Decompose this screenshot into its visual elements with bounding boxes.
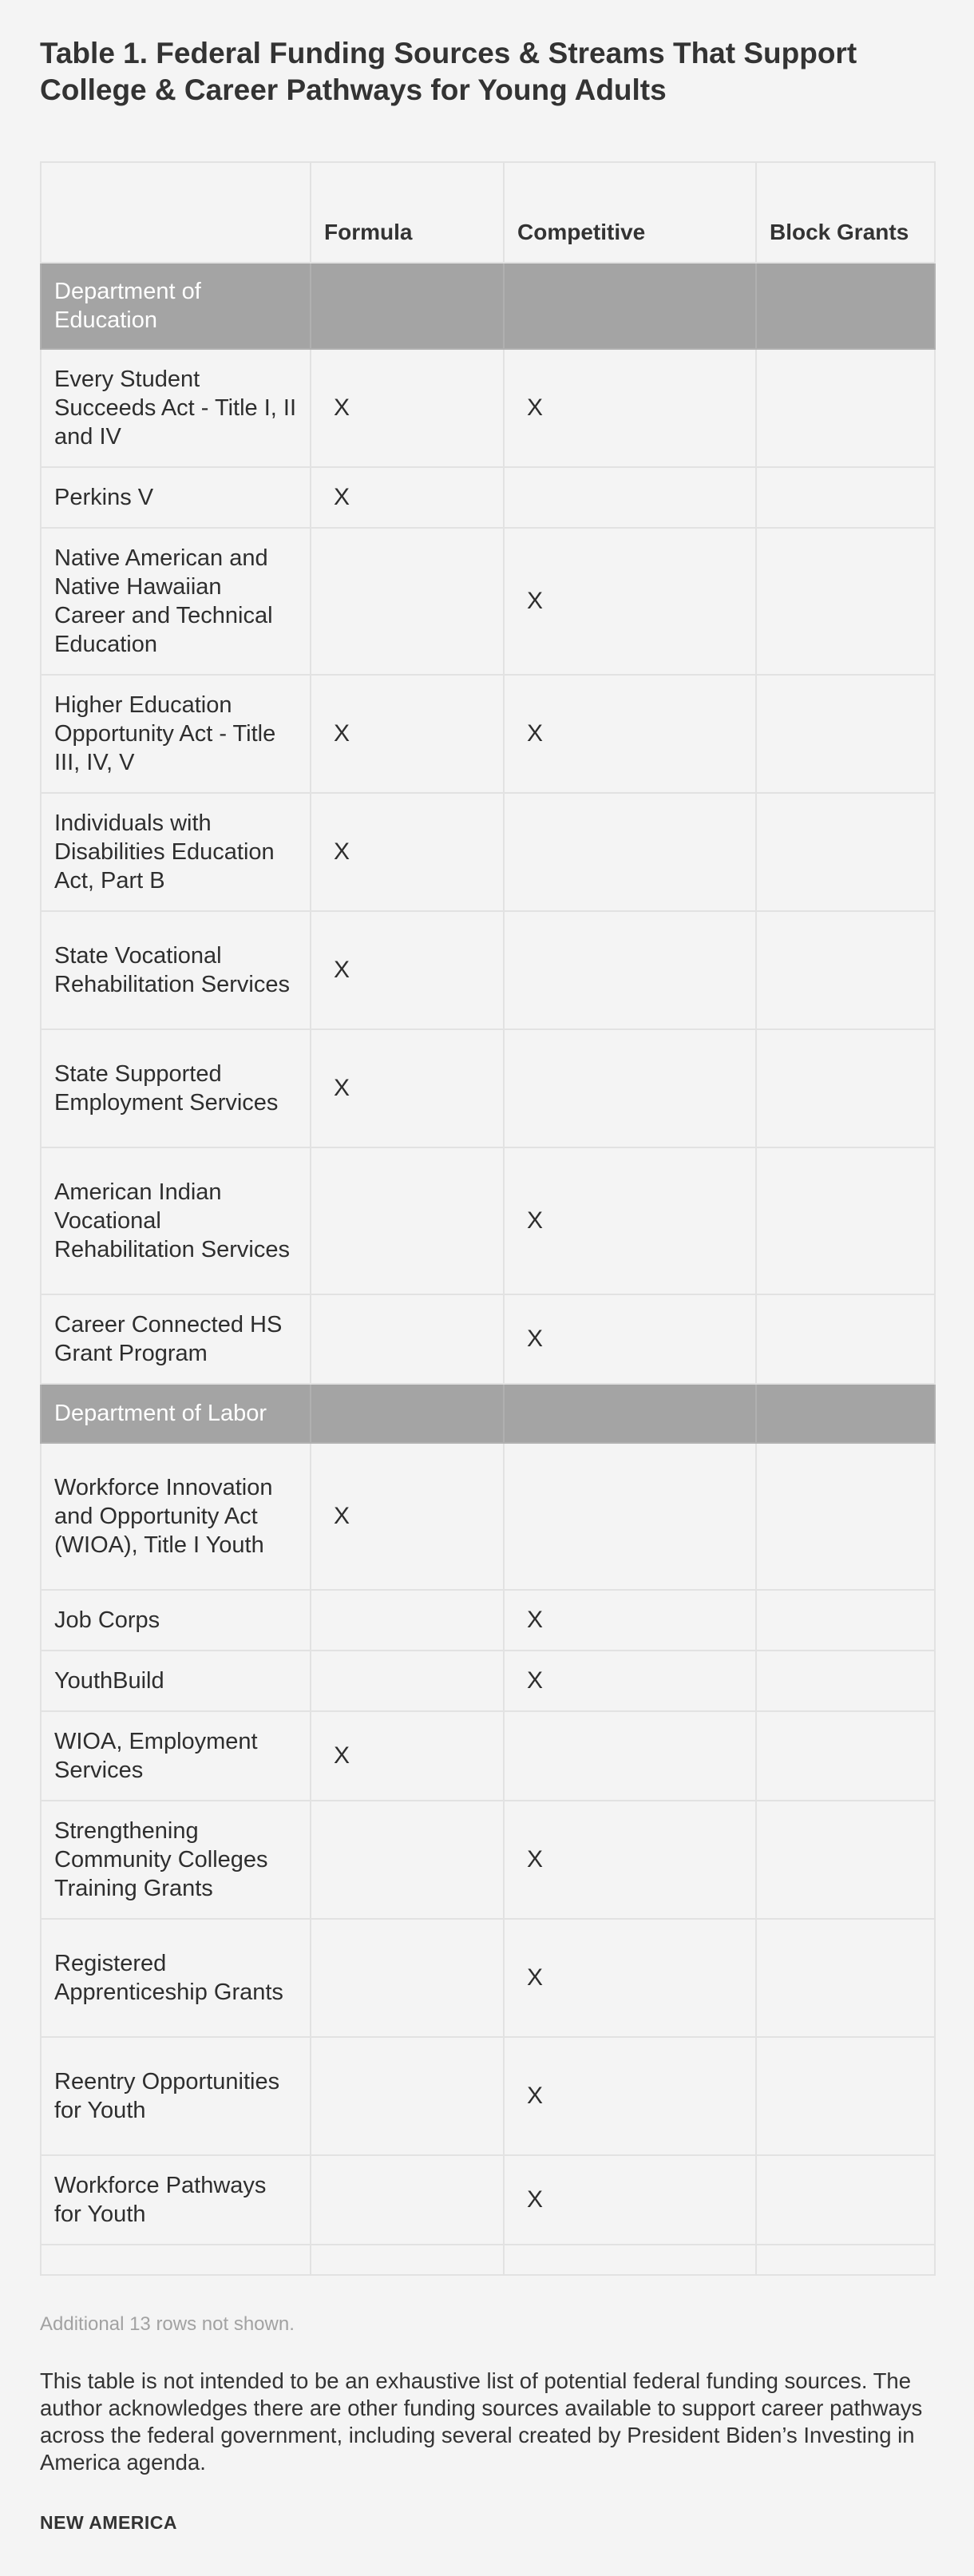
program-name: Native American and Native Hawaiian Career and Technical Education: [41, 528, 311, 675]
competitive-mark: [504, 1029, 756, 1147]
block-grant-mark: [756, 1711, 935, 1801]
program-name: Every Student Succeeds Act - Title I, II and IV: [41, 349, 311, 467]
formula-mark: X: [311, 793, 504, 911]
table-header-row: [41, 162, 935, 263]
table-row: [41, 1147, 935, 1294]
program-name: Higher Education Opportunity Act - Title III, IV, V: [41, 675, 311, 793]
competitive-mark: X: [504, 1294, 756, 1384]
competitive-mark: [504, 1443, 756, 1590]
block-grant-mark: [756, 793, 935, 911]
block-grant-mark: [756, 675, 935, 793]
program-name: American Indian Vocational Rehabilitation Services: [41, 1147, 311, 1294]
table-row: [41, 2155, 935, 2245]
formula-mark: X: [311, 911, 504, 1029]
competitive-mark: [504, 467, 756, 528]
competitive-mark: X: [504, 528, 756, 675]
funding-table: [40, 161, 936, 2276]
table-row: [41, 1801, 935, 1919]
formula-mark: [311, 1651, 504, 1711]
formula-mark: X: [311, 467, 504, 528]
formula-mark: [311, 528, 504, 675]
block-grant-mark: [756, 1919, 935, 2037]
competitive-mark: X: [504, 349, 756, 467]
formula-mark: [311, 1590, 504, 1651]
program-name: Individuals with Disabilities Education Act, Part B: [41, 793, 311, 911]
table-row-empty: [41, 2245, 935, 2275]
table-row: [41, 528, 935, 675]
table-row: [41, 911, 935, 1029]
program-name: Workforce Pathways for Youth: [41, 2155, 311, 2245]
header-formula: Formula: [311, 162, 504, 263]
brand-logo-text: NEW AMERICA: [40, 2512, 178, 2533]
table-title: Table 1. Federal Funding Sources & Streams That Support College & Career Pathways for Young Adults: [40, 37, 857, 106]
section-row: [41, 1384, 935, 1443]
competitive-mark: X: [504, 2155, 756, 2245]
table-row: [41, 793, 935, 911]
header-program: [41, 162, 311, 263]
rows-not-shown-note: Additional 13 rows not shown.: [40, 2313, 295, 2335]
block-grant-mark: [756, 528, 935, 675]
header-competitive: Competitive: [504, 162, 756, 263]
header-block-grants: Block Grants: [756, 162, 935, 263]
competitive-mark: X: [504, 1801, 756, 1919]
competitive-mark: [504, 911, 756, 1029]
table-row: [41, 349, 935, 467]
program-name: Workforce Innovation and Opportunity Act (WIOA), Title I Youth: [41, 1443, 311, 1590]
formula-mark: [311, 2037, 504, 2155]
section-title: Department of Labor: [41, 1384, 311, 1443]
table-row: [41, 1443, 935, 1590]
block-grant-mark: [756, 467, 935, 528]
block-grant-mark: [756, 1147, 935, 1294]
block-grant-mark: [756, 1801, 935, 1919]
block-grant-mark: [756, 2155, 935, 2245]
table-row: [41, 1919, 935, 2037]
program-name: Reentry Opportunities for Youth: [41, 2037, 311, 2155]
competitive-mark: [504, 793, 756, 911]
block-grant-mark: [756, 2037, 935, 2155]
program-name: Perkins V: [41, 467, 311, 528]
block-grant-mark: [756, 1029, 935, 1147]
block-grant-mark: [756, 1590, 935, 1651]
competitive-mark: X: [504, 1590, 756, 1651]
table-row: [41, 675, 935, 793]
program-name: State Supported Employment Services: [41, 1029, 311, 1147]
competitive-mark: X: [504, 1651, 756, 1711]
formula-mark: [311, 1801, 504, 1919]
competitive-mark: X: [504, 2037, 756, 2155]
competitive-mark: X: [504, 675, 756, 793]
disclaimer-text: This table is not intended to be an exhaustive list of potential federal funding sources. The author acknowledges there are other funding sources available to support career pathways across the federal government, including several created by President Biden’s Investing in America agenda.: [40, 2368, 923, 2475]
program-name: Strengthening Community Colleges Training Grants: [41, 1801, 311, 1919]
table-row: [41, 1590, 935, 1651]
formula-mark: [311, 1147, 504, 1294]
program-name: Job Corps: [41, 1590, 311, 1651]
competitive-mark: X: [504, 1147, 756, 1294]
formula-mark: [311, 1919, 504, 2037]
table-row: [41, 467, 935, 528]
block-grant-mark: [756, 911, 935, 1029]
section-title: Department of Education: [41, 263, 311, 349]
formula-mark: X: [311, 1443, 504, 1590]
formula-mark: X: [311, 1711, 504, 1801]
program-name: Career Connected HS Grant Program: [41, 1294, 311, 1384]
formula-mark: [311, 1294, 504, 1384]
program-name: Registered Apprenticeship Grants: [41, 1919, 311, 2037]
program-name: WIOA, Employment Services: [41, 1711, 311, 1801]
section-row: [41, 263, 935, 349]
table-row: [41, 2037, 935, 2155]
block-grant-mark: [756, 1443, 935, 1590]
formula-mark: X: [311, 675, 504, 793]
program-name: YouthBuild: [41, 1651, 311, 1711]
formula-mark: X: [311, 1029, 504, 1147]
block-grant-mark: [756, 349, 935, 467]
formula-mark: X: [311, 349, 504, 467]
competitive-mark: [504, 1711, 756, 1801]
table-row: [41, 1711, 935, 1801]
program-name: State Vocational Rehabilitation Services: [41, 911, 311, 1029]
table-row: [41, 1294, 935, 1384]
competitive-mark: X: [504, 1919, 756, 2037]
table-body: [41, 263, 935, 2275]
table-row: [41, 1029, 935, 1147]
block-grant-mark: [756, 1294, 935, 1384]
block-grant-mark: [756, 1651, 935, 1711]
formula-mark: [311, 2155, 504, 2245]
table-row: [41, 1651, 935, 1711]
